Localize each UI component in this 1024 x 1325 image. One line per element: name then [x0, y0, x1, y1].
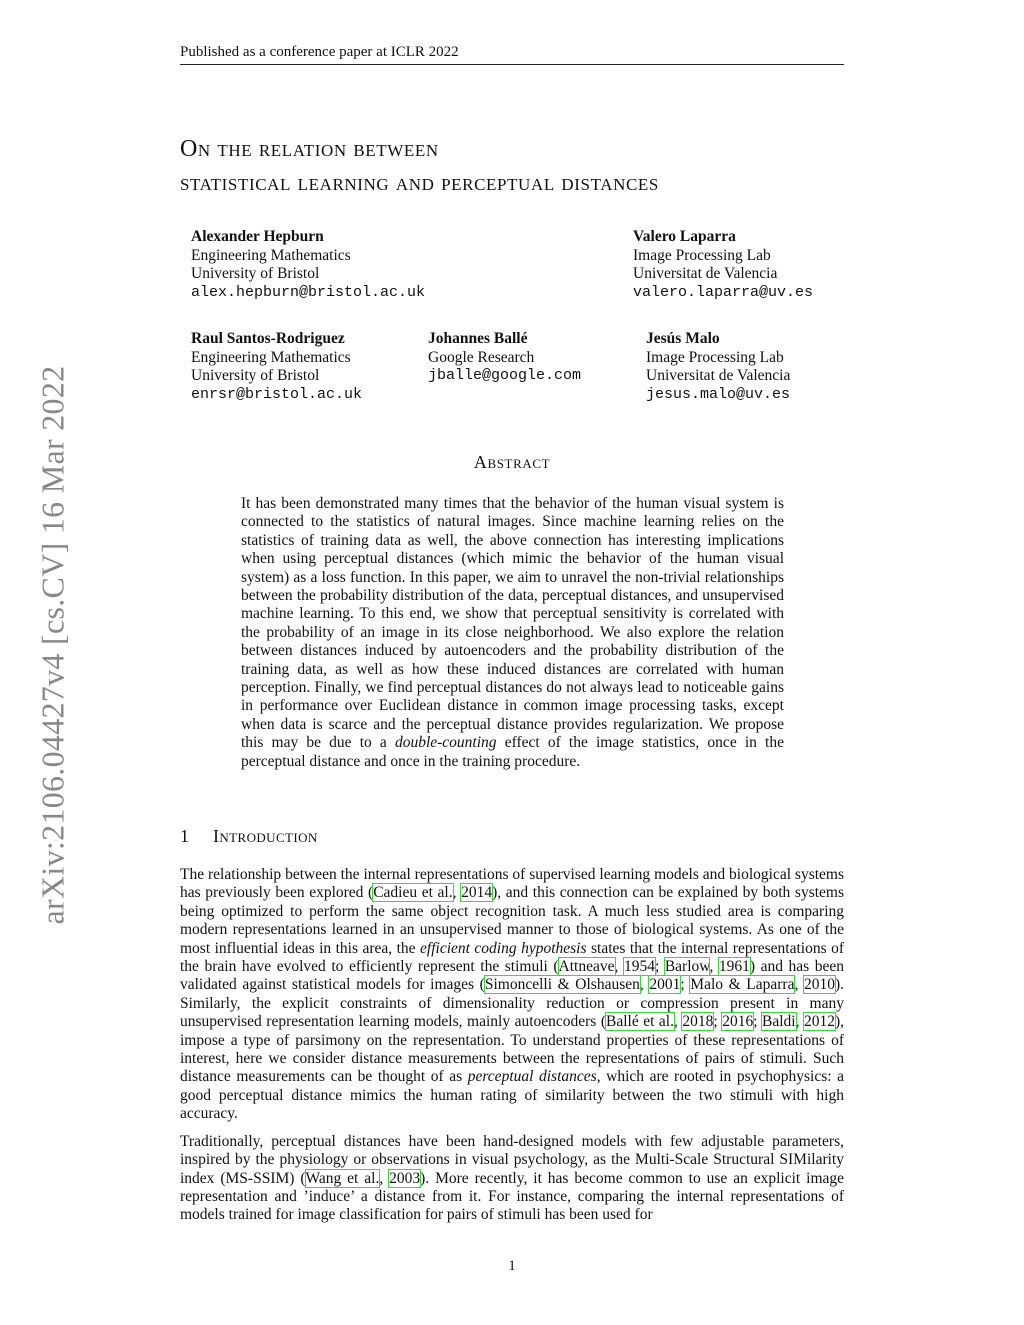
author-department: Image Processing Lab: [633, 246, 771, 264]
citation-link[interactable]: Simoncelli & Olshausen: [484, 976, 640, 994]
citation-link[interactable]: Attneave: [558, 958, 615, 976]
author-email[interactable]: enrsr@bristol.ac.uk: [191, 385, 363, 403]
citation-link[interactable]: 2018: [682, 1013, 714, 1031]
section-title: Introduction: [213, 826, 318, 846]
author-block: [646, 330, 790, 404]
citation-link[interactable]: Ballé et al.: [606, 1013, 674, 1031]
author-institution: Universitat de Valencia: [633, 265, 778, 282]
author-name: Johannes Ballé: [428, 330, 528, 347]
author-name: Raul Santos-Rodriguez: [191, 330, 345, 347]
author-block: [633, 228, 813, 302]
author-institution: University of Bristol: [191, 265, 320, 282]
citation-link[interactable]: 1961: [718, 958, 750, 976]
author-department: Google Research: [428, 348, 535, 366]
citation-link[interactable]: Baldi: [762, 1013, 796, 1031]
title-line-1: On the relation between: [180, 136, 439, 162]
citation-link[interactable]: 2003: [389, 1169, 421, 1187]
title-line-2: statistical learning and perceptual distances: [180, 170, 659, 196]
citation-link[interactable]: 2016: [722, 1013, 754, 1031]
abstract-text: It has been demonstrated many times that the behavior of the human visual system is connected to the statistics of natural images. Since machine learning relies on the statistics of training data as well, the above connection has interesting implications when using perceptual distances (which mimic the behavior of the human visual system) as a loss function. In this paper, we aim to unravel the non-trivial relationships between the probability distribution of the data, perceptual distances, and unsupervised machine learning. To this end, we show that perceptual sensitivity is correlated with the probability of an image in its close neighborhood. We also explore the relation between distances induced by autoencoders and the probability distribution of the training data, as well as how these induced distances are correlated with human perception. Finally, we find perceptual distances do not always lead to noticeable gains in performance over Euclidean distance in common image processing tasks, except when data is scarce and the perceptual distance provides regularization. We propose this may be due to a double-counting effect of the image statistics, once in the perceptual distance and once in the training procedure.: [241, 495, 784, 770]
paragraph: The relationship between the internal representations of supervised learning models and biological systems has previously been explored (Cadieu et al., 2014), and this connection can be explained by both systems being optimized to perform the same object recognition task. A much less studied area is comparing modern representations learned in an unsupervised manner to those of biological systems. As one of the most influential ideas in this area, the efficient coding hypothesis states that the internal representations of the brain have evolved to efficiently represent the stimuli (Attneave, 1954; Barlow, 1961) and has been validated against statistical models for images (Simoncelli & Olshausen, 2001; Malo & Laparra, 2010). Similarly, the explicit constraints of dimensionality reduction or compression present in many unsupervised representation learning models, mainly autoencoders (Ballé et al., 2018; 2016; Baldi, 2012), impose a type of parsimony on the representation. To understand properties of these representations of interest, here we consider distance measurements between the representations of pairs of stimuli. Such distance measurements can be thought of as perceptual distances, which are rooted in psychophysics: a good perceptual distance mimics the human rating of similarity between the two stimuli with high accuracy.: [180, 866, 845, 1123]
running-header: Published as a conference paper at ICLR 2022: [180, 44, 844, 65]
author-department: Engineering Mathematics: [191, 348, 351, 366]
citation-link[interactable]: Barlow: [664, 958, 710, 976]
page-number: 1: [508, 1258, 516, 1274]
emphasis: efficient coding hypothesis: [420, 939, 587, 957]
author-block: [191, 228, 425, 302]
author-block: [428, 330, 581, 386]
citation-link[interactable]: 2012: [803, 1013, 835, 1031]
emphasis: perceptual distances: [467, 1068, 597, 1086]
author-institution: University of Bristol: [191, 367, 320, 384]
author-institution: Universitat de Valencia: [646, 367, 791, 384]
abstract-heading: Abstract: [473, 452, 551, 472]
author-email[interactable]: jballe@google.com: [428, 367, 582, 384]
citation-link[interactable]: 2001: [649, 976, 681, 994]
citation-link[interactable]: Malo & Laparra: [690, 976, 795, 994]
citation-link[interactable]: Wang et al.: [305, 1169, 380, 1187]
author-email[interactable]: jesus.malo@uv.es: [646, 385, 791, 403]
author-name: Valero Laparra: [633, 228, 736, 245]
citation-link[interactable]: 2010: [803, 976, 835, 994]
emphasis: double-counting: [394, 734, 497, 752]
author-department: Engineering Mathematics: [191, 246, 351, 264]
section-heading: [180, 826, 318, 847]
introduction-body: [180, 866, 844, 1234]
author-department: Image Processing Lab: [646, 348, 784, 366]
citation-link[interactable]: Cadieu et al.: [373, 884, 453, 902]
section-number: 1: [180, 826, 190, 846]
author-name: Jesús Malo: [646, 330, 720, 347]
author-email[interactable]: alex.hepburn@bristol.ac.uk: [191, 283, 426, 301]
author-name: Alexander Hepburn: [191, 228, 324, 245]
paper-title: [180, 132, 880, 200]
arxiv-identifier[interactable]: arXiv:2106.04427v4 [cs.CV] 16 Mar 2022: [34, 365, 71, 925]
citation-link[interactable]: 1954: [623, 958, 655, 976]
author-email[interactable]: valero.laparra@uv.es: [633, 283, 814, 301]
citation-link[interactable]: 2014: [461, 884, 493, 902]
author-block: [191, 330, 362, 404]
paragraph: Traditionally, perceptual distances have been hand-designed models with few adjustable parameters, inspired by the physiology or observations in visual psychology, as the Multi-Scale Structural SIMilarity index (MS-SSIM) (Wang et al., 2003). More recently, it has become common to use an explicit image representation and ’induce’ a distance from it. For instance, comparing the internal representations of models trained for image classification for pairs of stimuli has been used for: [180, 1132, 845, 1224]
